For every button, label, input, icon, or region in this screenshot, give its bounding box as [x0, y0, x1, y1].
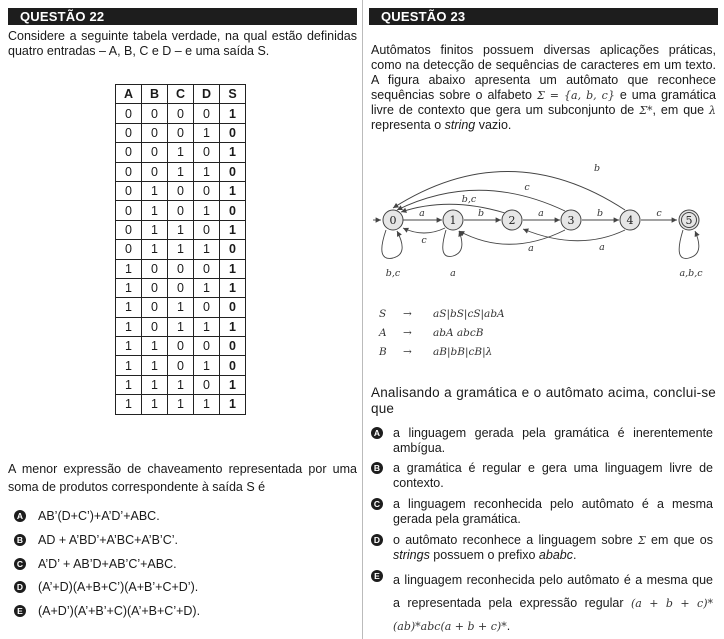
- option-d-text: (A’+D)(A+B+C’)(A+B’+C+D’).: [38, 580, 199, 594]
- input-cell: 1: [116, 395, 142, 414]
- label-e30: c: [524, 182, 530, 193]
- label-e42: a: [599, 242, 605, 253]
- input-cell: 1: [194, 356, 220, 375]
- loop-0: [382, 230, 402, 258]
- truth-table-row: [116, 181, 246, 200]
- input-cell: 1: [142, 181, 168, 200]
- input-cell: 0: [194, 259, 220, 278]
- question-23-intro: [371, 43, 716, 133]
- option-e-text: (A+D’)(A’+B’+C)(A’+B+C’+D).: [38, 604, 201, 618]
- q22-option-c[interactable]: [14, 557, 177, 572]
- label-e20: b,c: [461, 194, 477, 205]
- truth-table-row: [116, 317, 246, 336]
- q22-option-a[interactable]: [14, 509, 160, 524]
- output-cell: 0: [220, 356, 246, 375]
- option-b-badge: B: [14, 534, 26, 546]
- input-cell: 1: [116, 278, 142, 297]
- input-cell: 0: [168, 201, 194, 220]
- state-3-label: 3: [567, 214, 575, 227]
- label-e40: b: [593, 163, 601, 174]
- output-cell: 0: [220, 240, 246, 259]
- truth-table-row: [116, 278, 246, 297]
- header-b: B: [142, 85, 168, 104]
- input-cell: 0: [116, 162, 142, 181]
- input-cell: 1: [168, 375, 194, 394]
- label-e31: a: [528, 243, 534, 254]
- edge-4-0: [393, 171, 625, 210]
- output-cell: 1: [220, 395, 246, 414]
- input-cell: 0: [194, 337, 220, 356]
- q23-option-a-badge: A: [371, 427, 383, 439]
- state-2-label: 2: [508, 214, 516, 227]
- label-loop0: b,c: [385, 268, 401, 279]
- option-a-text: AB’(D+C’)+A’D’+ABC.: [38, 509, 160, 523]
- input-cell: 1: [142, 356, 168, 375]
- input-cell: 0: [142, 317, 168, 336]
- input-cell: 0: [142, 143, 168, 162]
- state-5-label: 5: [685, 214, 693, 227]
- truth-table-row: [116, 259, 246, 278]
- q23-option-b[interactable]: [371, 461, 713, 491]
- q23-option-e-text: [393, 569, 713, 638]
- label-e45: c: [656, 208, 662, 219]
- intro-part-5: vazio.: [475, 118, 512, 132]
- grammar: [379, 308, 505, 365]
- q23-option-e-badge: E: [371, 570, 383, 582]
- q23-option-c-text: a linguagem reconhecida pelo autômato é a mesma gerada pela gramática.: [393, 497, 713, 526]
- grammar-rule-b: [379, 346, 505, 365]
- intro-part-3: , em que: [652, 103, 709, 117]
- output-cell: 1: [220, 104, 246, 123]
- input-cell: 1: [194, 278, 220, 297]
- option-d-part-2: em que os: [645, 533, 714, 547]
- truth-table-row: [116, 298, 246, 317]
- question-23-header: QUESTÃO 23: [369, 8, 718, 25]
- question-23-prompt: Analisando a gramática e o autômato acima, conclui-se que: [371, 385, 716, 416]
- option-d-badge: D: [14, 581, 26, 593]
- option-a-badge: A: [14, 510, 26, 522]
- label-loop5: a,b,c: [679, 268, 703, 279]
- q23-option-a[interactable]: [371, 426, 713, 456]
- truth-table-row: [116, 337, 246, 356]
- output-cell: 1: [220, 259, 246, 278]
- option-d-sigma: Σ: [637, 534, 646, 547]
- truth-table-row: [116, 143, 246, 162]
- input-cell: 0: [194, 143, 220, 162]
- truth-table-row: [116, 375, 246, 394]
- input-cell: 0: [142, 123, 168, 142]
- rule-b-rhs: aB|bB|cB|λ: [433, 346, 493, 358]
- input-cell: 1: [168, 162, 194, 181]
- input-cell: 1: [116, 356, 142, 375]
- truth-table-row: [116, 104, 246, 123]
- input-cell: 1: [142, 240, 168, 259]
- label-e23: a: [538, 208, 544, 219]
- string-word: string: [444, 118, 476, 132]
- input-cell: 0: [168, 104, 194, 123]
- label-loop1: a: [450, 268, 456, 279]
- question-22: [8, 8, 357, 618]
- input-cell: 1: [194, 395, 220, 414]
- option-b-text: AD + A’BD’+A’BC+A’B’C’.: [38, 533, 178, 547]
- grammar-rule-a: [379, 327, 505, 346]
- output-cell: 0: [220, 123, 246, 142]
- input-cell: 1: [142, 375, 168, 394]
- q23-option-e[interactable]: [371, 569, 713, 638]
- option-e-end: .: [506, 619, 511, 633]
- input-cell: 0: [168, 123, 194, 142]
- input-cell: 0: [116, 123, 142, 142]
- input-cell: 1: [116, 317, 142, 336]
- input-cell: 0: [142, 278, 168, 297]
- rule-s-rhs: aS|bS|cS|abA: [433, 308, 505, 320]
- input-cell: 1: [142, 201, 168, 220]
- q23-option-b-badge: B: [371, 462, 383, 474]
- truth-table-row: [116, 162, 246, 181]
- column-divider: [362, 0, 363, 639]
- rule-a-rhs: abA abcB: [433, 327, 484, 339]
- header-s: S: [220, 85, 246, 104]
- automaton-diagram: [369, 158, 718, 283]
- header-a: A: [116, 85, 142, 104]
- option-c-badge: C: [14, 558, 26, 570]
- input-cell: 1: [116, 375, 142, 394]
- option-d-part-3: possuem o prefixo: [429, 548, 539, 562]
- rule-b-lhs: B: [379, 346, 387, 358]
- grammar-rule-s: [379, 308, 505, 327]
- option-d-prefix: ababc: [538, 548, 573, 562]
- output-cell: 1: [220, 143, 246, 162]
- option-d-strings: strings: [393, 548, 430, 562]
- intro-part-1: Autômatos finitos possuem diversas aplicações práticas, como na detecção de sequências de caracteres em um texto. A figura abaixo apresenta um autômato que reconhece sequências sobre o alfabeto: [371, 43, 716, 102]
- input-cell: 1: [116, 337, 142, 356]
- input-cell: 1: [168, 143, 194, 162]
- label-e12: b: [477, 208, 485, 219]
- input-cell: 0: [116, 220, 142, 239]
- truth-table-row: [116, 123, 246, 142]
- option-c-text: A’D’ + AB’D+AB’C’+ABC.: [38, 557, 177, 571]
- output-cell: 1: [220, 375, 246, 394]
- input-cell: 0: [194, 375, 220, 394]
- input-cell: 1: [116, 259, 142, 278]
- question-22-intro: Considere a seguinte tabela verdade, na qual estão definidas quatro entradas – A, B, C e D – e uma saída S.: [8, 29, 357, 58]
- input-cell: 0: [142, 104, 168, 123]
- input-cell: 1: [168, 220, 194, 239]
- output-cell: 0: [220, 298, 246, 317]
- question-23: [369, 8, 718, 633]
- truth-table-header-row: [116, 85, 246, 104]
- input-cell: 0: [116, 201, 142, 220]
- rule-b-arrow: →: [403, 346, 412, 358]
- q23-option-b-text: a gramática é regular e gera uma linguagem livre de contexto.: [393, 461, 713, 490]
- input-cell: 1: [168, 240, 194, 259]
- state-0-label: 0: [389, 214, 397, 227]
- input-cell: 1: [194, 317, 220, 336]
- q23-option-c-badge: C: [371, 498, 383, 510]
- header-c: C: [168, 85, 194, 104]
- input-cell: 1: [194, 123, 220, 142]
- output-cell: 0: [220, 162, 246, 181]
- output-cell: 1: [220, 317, 246, 336]
- input-cell: 0: [142, 298, 168, 317]
- truth-table-row: [116, 395, 246, 414]
- input-cell: 0: [168, 356, 194, 375]
- alphabet-math: Σ = {a, b, c}: [536, 89, 615, 102]
- rule-s-lhs: S: [379, 308, 387, 320]
- intro-part-2: e uma gramática livre de contexto que gera um subconjunto de: [371, 88, 716, 117]
- loop-5: [679, 230, 699, 258]
- state-4-label: 4: [626, 214, 634, 227]
- output-cell: 1: [220, 220, 246, 239]
- intro-part-4: representa o: [371, 118, 445, 132]
- truth-table-row: [116, 220, 246, 239]
- input-cell: 1: [168, 395, 194, 414]
- input-cell: 1: [142, 395, 168, 414]
- q23-option-d-text: [393, 533, 713, 563]
- question-22-prompt: A menor expressão de chaveamento representada por uma soma de produtos correspondente à saída S é: [8, 462, 357, 494]
- input-cell: 1: [194, 201, 220, 220]
- q23-option-d[interactable]: [371, 533, 713, 563]
- q22-option-e[interactable]: [14, 604, 200, 619]
- input-cell: 0: [116, 240, 142, 259]
- input-cell: 0: [168, 337, 194, 356]
- label-e01: a: [419, 208, 425, 219]
- input-cell: 0: [142, 259, 168, 278]
- q23-option-d-badge: D: [371, 534, 383, 546]
- input-cell: 0: [168, 259, 194, 278]
- option-e-regex: (a + b + c)*(ab)*abc(a + b + c)*: [393, 597, 713, 633]
- header-d: D: [194, 85, 220, 104]
- truth-table-row: [116, 201, 246, 220]
- label-e10: c: [421, 235, 427, 246]
- option-e-badge: E: [14, 605, 26, 617]
- option-e-part-1: a linguagem reconhecida pelo autômato é a mesma que a representada pela expressão regular: [393, 573, 713, 610]
- truth-table-row: [116, 240, 246, 259]
- input-cell: 0: [194, 104, 220, 123]
- question-22-header: QUESTÃO 22: [8, 8, 357, 25]
- truth-table: [115, 84, 246, 415]
- rule-a-lhs: A: [379, 327, 387, 339]
- output-cell: 1: [220, 278, 246, 297]
- input-cell: 1: [116, 298, 142, 317]
- input-cell: 1: [142, 337, 168, 356]
- loop-1: [443, 230, 462, 256]
- option-d-part-1: o autômato reconhece a linguagem sobre: [393, 533, 638, 547]
- output-cell: 0: [220, 201, 246, 220]
- input-cell: 0: [142, 162, 168, 181]
- q22-option-b[interactable]: [14, 533, 178, 548]
- input-cell: 0: [116, 181, 142, 200]
- input-cell: 1: [194, 240, 220, 259]
- option-d-part-4: .: [572, 548, 577, 562]
- input-cell: 0: [116, 104, 142, 123]
- rule-a-arrow: →: [403, 327, 412, 339]
- input-cell: 0: [168, 278, 194, 297]
- q23-option-a-text: a linguagem gerada pela gramática é inerentemente ambígua.: [393, 426, 713, 455]
- input-cell: 0: [194, 181, 220, 200]
- edge-1-0: [403, 228, 445, 233]
- input-cell: 0: [116, 143, 142, 162]
- input-cell: 0: [168, 181, 194, 200]
- input-cell: 0: [194, 298, 220, 317]
- output-cell: 1: [220, 181, 246, 200]
- input-cell: 1: [142, 220, 168, 239]
- input-cell: 1: [194, 162, 220, 181]
- lambda-math: λ: [709, 104, 716, 117]
- edge-4-2: [523, 229, 625, 241]
- label-e34: b: [596, 208, 604, 219]
- state-1-label: 1: [449, 214, 457, 227]
- sigma-star-math: Σ*: [639, 104, 653, 117]
- input-cell: 1: [168, 298, 194, 317]
- output-cell: 0: [220, 337, 246, 356]
- rule-s-arrow: →: [403, 308, 412, 320]
- input-cell: 0: [194, 220, 220, 239]
- q23-option-c[interactable]: [371, 497, 713, 527]
- truth-table-row: [116, 356, 246, 375]
- input-cell: 1: [168, 317, 194, 336]
- q22-option-d[interactable]: [14, 580, 198, 595]
